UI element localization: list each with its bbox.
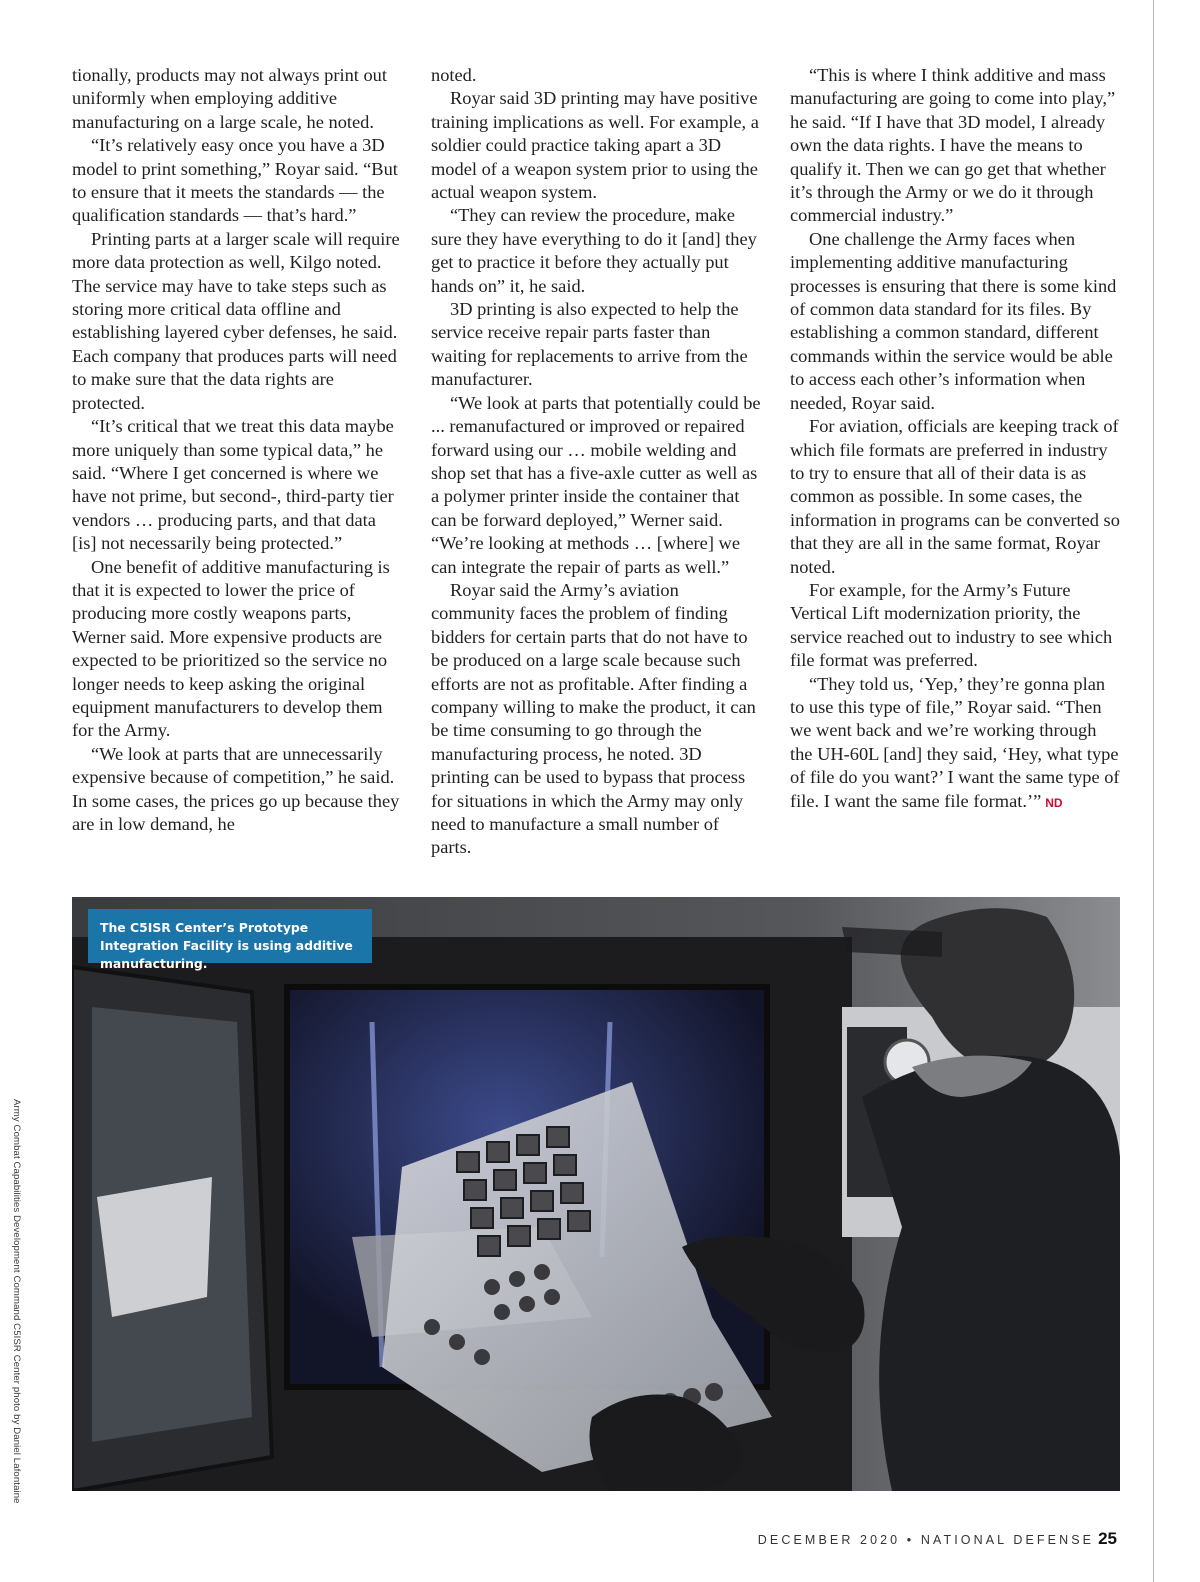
last-paragraph — [790, 673, 1120, 815]
article-column-3 — [790, 64, 1120, 815]
paragraph: For example, for the Army’s Future Vertical Lift modernization priority, the service reached out to industry to see which file format was preferred. — [790, 579, 1113, 671]
paragraph: Royar said 3D printing may have positive training implications as well. For example, a soldier could practice taking apart a 3D model of a weapon system prior to using the actual weapon system. — [431, 88, 759, 203]
paragraph-text: “They told us, ‘Yep,’ they’re gonna plan to use this type of file,” Royar said. “Then we went back and we’re working through the UH-60L [and] they said, ‘Hey, what type of file do you want?’ I want the same type of file. I want the same file format.’” — [790, 673, 1120, 811]
paragraph: Royar said the Army’s aviation community faces the problem of finding bidders for certain parts that do not have to be produced on a large scale because such efforts are not as profitable. After finding a company willing to make the product, it can be time consuming to go through the manufacturing process, he noted. 3D printing can be used to bypass that process for situations in which the Army may only need to manufacture a small number of parts. — [431, 579, 756, 858]
paragraph: For aviation, officials are keeping track of which file formats are preferred in industry to try to ensure that all of their data is as common as possible. In some cases, the information in programs can be converted so that they are all in the same format, Royar noted. — [790, 416, 1120, 577]
paragraph: “We look at parts that are unnecessarily expensive because of competition,” he said. In some cases, the prices go up because they are in low demand, he — [72, 743, 400, 834]
paragraph: One challenge the Army faces when implementing additive manufacturing processes is ensuring that there is some kind of common data standard for its files. By establishing a common standard, different commands within the service would be able to access each other’s information when needed, Royar said. — [790, 228, 1117, 413]
article-photo — [72, 897, 1120, 1491]
paragraph: “It’s critical that we treat this data maybe more uniquely than some typical data,” he said. “Where I get concerned is where we have not prime, but second-, third-party tier vendors … producing parts, and that data [is] not necessarily being protected.” — [72, 416, 394, 554]
paragraph: “They can review the procedure, make sure they have everything to do it [and] they get to practice it before they actually put hands on” it, he said. — [431, 205, 757, 296]
paragraph: noted. — [431, 65, 477, 85]
printer-photo-illustration — [72, 897, 1120, 1491]
end-mark: ND — [1045, 795, 1063, 810]
paragraph: One benefit of additive manufacturing is that it is expected to lower the price of producing more costly weapons parts, Werner said. More expensive products are expected to be prioritized so the service no longer needs to keep asking the original equipment manufacturers to develop them for the Army. — [72, 556, 390, 741]
article-column-2 — [431, 64, 761, 860]
article-column-1 — [72, 64, 402, 836]
paragraph: “We look at parts that potentially could be ... remanufactured or improved or repaired forward using our … mobile welding and shop set that has a five-axle cutter as well as a polymer printer inside the container that can be forward deployed,” Werner said. “We’re looking at methods … [where] we can integrate the repair of parts as well.” — [431, 392, 761, 577]
footer-publication: DECEMBER 2020 • NATIONAL DEFENSE — [757, 1533, 1095, 1547]
page-number: 25 — [1098, 1529, 1117, 1548]
photo-credit: Army Combat Capabilities Development Command C5ISR Center photo by Daniel Lafontaine — [11, 1099, 22, 1504]
paragraph: tionally, products may not always print out uniformly when employing additive manufacturing on a large scale, he noted. — [72, 65, 387, 132]
paragraph: “It’s relatively easy once you have a 3D model to print something,” Royar said. “But to ensure that it meets the standards — the qualification standards — that’s hard.” — [72, 135, 398, 226]
paragraph: Printing parts at a larger scale will require more data protection as well, Kilgo noted. The service may have to take steps such as storing more critical data offline and establishing layered cyber defenses, he said. Each company that produces parts will need to make sure that the data rights are protected. — [72, 228, 400, 413]
photo-caption: The C5ISR Center’s Prototype Integration Facility is using additive manufacturing. — [88, 909, 372, 963]
paragraph: “This is where I think additive and mass manufacturing are going to come into play,” he said. “If I have that 3D model, I already own the data rights. I have the means to qualify it. Then we can go get that whether it’s through the Army or we do it through commercial industry.” — [790, 65, 1116, 226]
page-footer — [758, 1529, 1117, 1549]
paragraph: 3D printing is also expected to help the service receive repair parts faster than waiting for replacements to arrive from the manufacturer. — [431, 299, 748, 390]
right-edge-rule — [1153, 0, 1154, 1582]
